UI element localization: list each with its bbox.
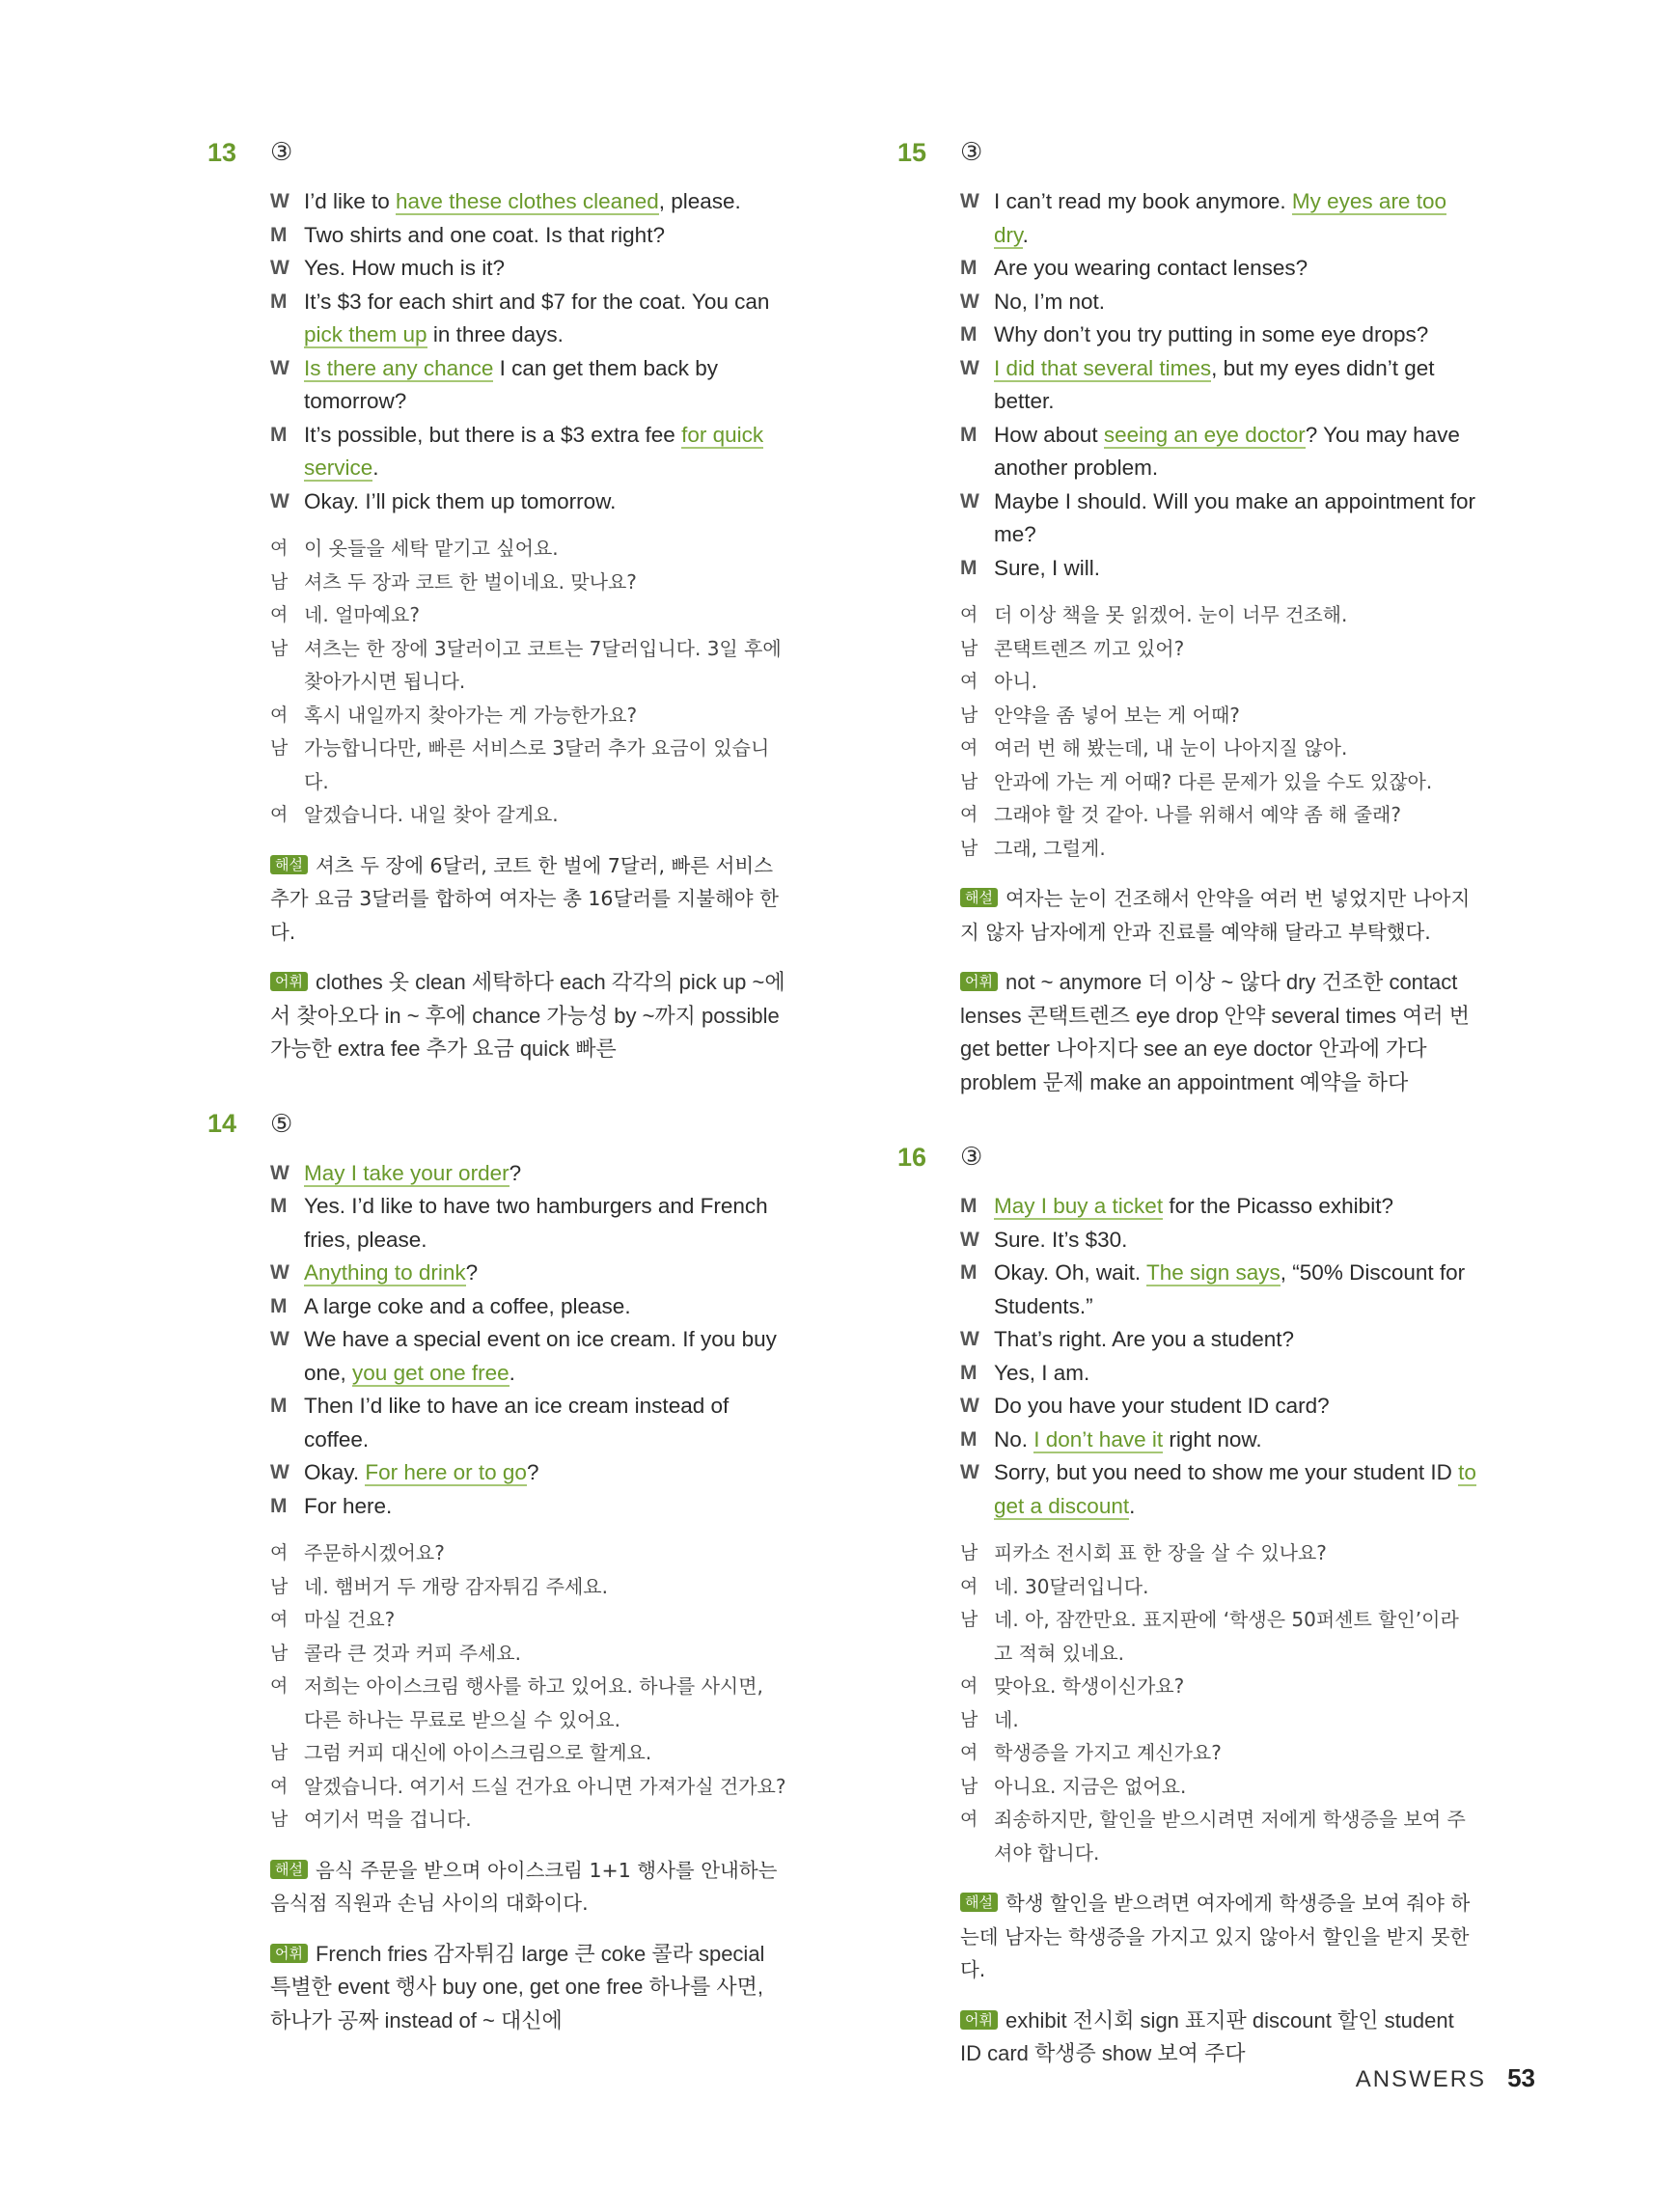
explanation-tag: 해설: [960, 1893, 998, 1912]
text-segment: Two shirts and one coat. Is that right?: [304, 222, 665, 247]
highlighted-phrase: pick them up: [304, 322, 427, 346]
dialogue-text: [994, 318, 1476, 352]
dialogue-text: [304, 1456, 786, 1490]
dialogue-text: [994, 552, 1476, 586]
speaker-label: 여: [960, 1809, 978, 1830]
dialogue-text: [304, 1323, 786, 1390]
answer-choice: ③: [960, 138, 983, 167]
page-footer: [1356, 2063, 1535, 2093]
text-segment: I’d like to: [304, 189, 397, 213]
dialogue-line: [960, 1357, 1476, 1391]
highlighted-phrase: Is there any chance: [304, 355, 494, 380]
speaker-label: M: [960, 1361, 978, 1384]
highlighted-phrase: My eyes are too dry: [994, 189, 1446, 247]
dialogue-text: [304, 352, 786, 419]
question-number: 14: [207, 1109, 237, 1138]
translation-line: [960, 798, 1476, 832]
speaker-label: 여: [960, 671, 978, 692]
dialogue-line: [960, 1424, 1476, 1457]
page-number: 53: [1507, 2063, 1535, 2092]
translation-line: [270, 1603, 786, 1637]
left-column: [207, 133, 786, 2037]
speaker-label: 남: [270, 570, 289, 593]
highlighted-phrase: have these clothes cleaned: [396, 189, 659, 213]
text-segment: right now.: [1163, 1426, 1262, 1452]
vocabulary: [960, 2005, 1476, 2071]
korean-translation: [960, 1536, 1476, 1869]
question-header: [207, 133, 786, 172]
text-segment: Are you wearing contact lenses?: [994, 256, 1308, 280]
highlighted-phrase: Anything to drink: [304, 1260, 466, 1285]
explanation: [960, 882, 1476, 949]
dialogue-text: [994, 1424, 1476, 1457]
speaker-label: M: [960, 1261, 978, 1284]
translation-text: 이 옷들을 세탁 맡기고 싶어요.: [304, 537, 559, 560]
speaker-label: M: [270, 1395, 288, 1417]
translation-text: 안과에 가는 게 어때? 다른 문제가 있을 수도 있잖아.: [994, 769, 1433, 793]
text-segment: I can get them back by tomorrow?: [304, 355, 718, 413]
text-segment: for the Picasso exhibit?: [1163, 1194, 1393, 1218]
highlighted-phrase: seeing an eye doctor: [1103, 422, 1306, 447]
question-number: 16: [897, 1142, 927, 1172]
text-segment: Yes, I am.: [994, 1360, 1090, 1385]
translation-line: [960, 1770, 1476, 1804]
question-13: [207, 133, 786, 1066]
translation-text: 콘택트렌즈 끼고 있어?: [994, 636, 1185, 660]
dialogue-text: [304, 1257, 786, 1290]
text-segment: .: [509, 1360, 515, 1385]
speaker-label: 남: [960, 704, 978, 726]
text-segment: It’s possible, but there is a $3 extra fee: [304, 422, 682, 447]
text-segment: Why don’t you try putting in some eye drops?: [994, 322, 1429, 346]
translation-line: [270, 1670, 786, 1736]
answer-choice: ③: [270, 138, 293, 167]
text-segment: That’s right. Are you a student?: [994, 1327, 1295, 1351]
vocabulary-text: clothes 옷 clean 세탁하다 each 각각의 pick up ~에서 찾아오다 in ~ 후에 chance 가능성 by ~까지 possible 가능한 extra fee 추가 요금 quick 빠른: [270, 970, 785, 1061]
speaker-label: 여: [960, 1742, 978, 1763]
text-segment: A large coke and a coffee, please.: [304, 1293, 631, 1318]
dialogue-text: [994, 1323, 1476, 1357]
text-segment: Maybe I should. Will you make an appointment for me?: [994, 488, 1475, 546]
speaker-label: 여: [270, 538, 289, 559]
text-segment: .: [1022, 222, 1029, 247]
translation-line: [270, 566, 786, 599]
translation-line: [960, 1603, 1476, 1670]
text-segment: Yes. I’d like to have two hamburgers and French fries, please.: [304, 1194, 768, 1252]
dialogue-line: [270, 485, 786, 519]
text-segment: Sure, I will.: [994, 555, 1101, 580]
translation-text: 그럼 커피 대신에 아이스크림으로 할게요.: [304, 1741, 652, 1764]
dialogue-line: [960, 1323, 1476, 1357]
question-16: [897, 1138, 1476, 2071]
dialogue-line: [270, 252, 786, 286]
text-segment: We have a special event on ice cream. If you buy one,: [304, 1327, 777, 1385]
dialogue-line: [960, 318, 1476, 352]
dialogue-text: [304, 1490, 786, 1524]
translation-line: [960, 699, 1476, 733]
speaker-label: M: [270, 1494, 288, 1517]
dialogue-text: [994, 286, 1476, 319]
speaker-label: 여: [270, 604, 289, 625]
translation-text: 마실 건요?: [304, 1608, 396, 1631]
translation-line: [960, 732, 1476, 765]
speaker-label: M: [960, 556, 978, 579]
highlighted-phrase: you get one free: [352, 1360, 510, 1385]
speaker-label: M: [960, 257, 978, 279]
vocabulary: [960, 966, 1476, 1099]
dialogue-line: [960, 1257, 1476, 1323]
translation-line: [270, 532, 786, 566]
text-segment: Then I’d like to have an ice cream instead of coffee.: [304, 1394, 730, 1452]
vocabulary: [270, 1938, 786, 2038]
vocabulary-tag: 어휘: [270, 972, 308, 991]
speaker-label: M: [270, 223, 288, 246]
translation-line: [960, 1736, 1476, 1770]
translation-text: 그래야 할 것 같아. 나를 위해서 예약 좀 해 줄래?: [994, 803, 1401, 826]
translation-text: 네.: [994, 1707, 1019, 1731]
translation-text: 네. 30달러입니다.: [994, 1574, 1149, 1598]
translation-line: [960, 632, 1476, 666]
footer-label: ANSWERS: [1355, 2066, 1487, 2092]
speaker-label: 남: [270, 637, 289, 659]
highlighted-phrase: I did that several times: [994, 355, 1212, 380]
english-dialogue: [270, 185, 786, 518]
dialogue-text: [994, 185, 1476, 252]
text-segment: ?: [526, 1460, 539, 1484]
dialogue-line: [960, 419, 1476, 485]
korean-translation: [270, 532, 786, 832]
highlighted-phrase: The sign says: [1145, 1260, 1281, 1285]
highlighted-phrase: May I buy a ticket: [994, 1194, 1164, 1218]
speaker-label: W: [960, 1328, 979, 1350]
translation-line: [270, 1570, 786, 1604]
explanation-tag: 해설: [270, 1860, 308, 1879]
translation-line: [270, 1803, 786, 1837]
dialogue-text: [304, 485, 786, 519]
translation-text: 가능합니다만, 빠른 서비스로 3달러 추가 요금이 있습니다.: [304, 736, 770, 793]
dialogue-text: [304, 219, 786, 253]
translation-line: [960, 1803, 1476, 1869]
speaker-label: W: [960, 290, 979, 313]
speaker-label: W: [960, 1461, 979, 1483]
translation-line: [960, 665, 1476, 699]
speaker-label: 남: [960, 837, 978, 859]
dialogue-line: [270, 419, 786, 485]
speaker-label: W: [270, 257, 289, 279]
speaker-label: M: [270, 1294, 288, 1317]
translation-line: [960, 1703, 1476, 1737]
translation-line: [270, 1637, 786, 1671]
text-segment: ? You may have another problem.: [994, 422, 1460, 480]
dialogue-text: [994, 1456, 1476, 1523]
translation-text: 죄송하지만, 할인을 받으시려면 저에게 학생증을 보여 주셔야 합니다.: [994, 1808, 1466, 1865]
speaker-label: M: [960, 323, 978, 346]
text-segment: Sure. It’s $30.: [994, 1227, 1128, 1252]
translation-line: [960, 1570, 1476, 1604]
translation-text: 네. 햄버거 두 개랑 감자튀김 주세요.: [304, 1574, 608, 1598]
dialogue-line: [960, 1456, 1476, 1523]
speaker-label: 여: [270, 1609, 289, 1630]
speaker-label: 여: [960, 804, 978, 825]
dialogue-line: [960, 485, 1476, 552]
dialogue-text: [994, 1190, 1476, 1224]
speaker-label: 여: [270, 1775, 289, 1797]
text-segment: ?: [465, 1260, 479, 1285]
english-dialogue: [270, 1157, 786, 1524]
speaker-label: W: [270, 489, 289, 512]
speaker-label: W: [270, 356, 289, 379]
dialogue-text: [994, 352, 1476, 419]
translation-text: 네. 아, 잠깐만요. 표지판에 ‘학생은 50퍼센트 할인’이라고 적혀 있네요.: [994, 1608, 1459, 1665]
speaker-label: 남: [960, 1609, 978, 1630]
speaker-label: W: [270, 190, 289, 212]
dialogue-text: [304, 286, 786, 352]
dialogue-line: [270, 185, 786, 219]
translation-text: 맞아요. 학생이신가요?: [994, 1674, 1185, 1698]
translation-line: [960, 598, 1476, 632]
explanation-text: 음식 주문을 받으며 아이스크림 1+1 행사를 안내하는 음식점 직원과 손님 사이의 대화이다.: [270, 1858, 778, 1915]
translation-text: 네. 얼마예요?: [304, 603, 420, 626]
text-segment: ?: [509, 1160, 522, 1185]
speaker-label: W: [960, 356, 979, 379]
dialogue-line: [960, 1224, 1476, 1258]
dialogue-text: [994, 1357, 1476, 1391]
translation-line: [270, 632, 786, 699]
speaker-label: 여: [960, 737, 978, 759]
highlighted-phrase: for quick service: [304, 422, 764, 480]
speaker-label: W: [960, 1228, 979, 1251]
answer-choice: ⑤: [270, 1109, 293, 1139]
translation-line: [960, 832, 1476, 866]
speaker-label: 남: [960, 770, 978, 792]
text-segment: .: [372, 456, 379, 480]
translation-line: [270, 732, 786, 798]
korean-translation: [270, 1536, 786, 1837]
translation-text: 주문하시겠어요?: [304, 1541, 445, 1564]
vocabulary-tag: 어휘: [270, 1944, 308, 1963]
dialogue-text: [304, 1390, 786, 1456]
translation-line: [270, 1770, 786, 1804]
dialogue-text: [304, 1290, 786, 1324]
dialogue-line: [270, 1390, 786, 1456]
dialogue-line: [960, 352, 1476, 419]
translation-line: [270, 598, 786, 632]
speaker-label: 남: [270, 1742, 289, 1763]
text-segment: Yes. How much is it?: [304, 256, 506, 280]
speaker-label: M: [960, 1195, 978, 1217]
dialogue-line: [270, 1257, 786, 1290]
question-header: [897, 1138, 1476, 1176]
speaker-label: W: [270, 1161, 289, 1184]
dialogue-line: [960, 552, 1476, 586]
dialogue-text: [994, 1257, 1476, 1323]
translation-text: 여러 번 해 봤는데, 내 눈이 나아지질 않아.: [994, 736, 1348, 760]
dialogue-line: [960, 286, 1476, 319]
speaker-label: 여: [270, 804, 289, 825]
dialogue-text: [304, 1157, 786, 1191]
dialogue-line: [270, 286, 786, 352]
text-segment: For here.: [304, 1493, 393, 1518]
explanation: [270, 1854, 786, 1921]
speaker-label: 여: [960, 1675, 978, 1697]
explanation-tag: 해설: [960, 888, 998, 907]
dialogue-text: [304, 1190, 786, 1257]
translation-text: 셔츠는 한 장에 3달러이고 코트는 7달러입니다. 3일 후에 찾아가시면 됩니다.: [304, 636, 782, 693]
translation-line: [270, 798, 786, 832]
text-segment: I can’t read my book anymore.: [994, 189, 1292, 213]
text-segment: .: [1129, 1493, 1136, 1518]
right-column: [897, 133, 1476, 2071]
speaker-label: 남: [270, 1575, 289, 1597]
speaker-label: M: [270, 1195, 288, 1217]
dialogue-line: [270, 219, 786, 253]
explanation-text: 학생 할인을 받으려면 여자에게 학생증을 보여 줘야 하는데 남자는 학생증을 가지고 있지 않아서 할인을 받지 못한다.: [960, 1892, 1471, 1981]
speaker-label: M: [270, 423, 288, 446]
vocabulary: [270, 966, 786, 1066]
dialogue-line: [270, 1456, 786, 1490]
translation-line: [960, 1536, 1476, 1570]
translation-text: 여기서 먹을 겁니다.: [304, 1808, 472, 1831]
dialogue-text: [304, 252, 786, 286]
translation-line: [270, 699, 786, 733]
translation-text: 알겠습니다. 여기서 드실 건가요 아니면 가져가실 건가요?: [304, 1774, 786, 1798]
speaker-label: M: [270, 290, 288, 313]
dialogue-line: [270, 1157, 786, 1191]
translation-text: 저희는 아이스크림 행사를 하고 있어요. 하나를 사시면, 다른 하나는 무료로 받으실 수 있어요.: [304, 1674, 763, 1731]
question-header: [207, 1105, 786, 1144]
text-segment: Okay. I’ll pick them up tomorrow.: [304, 488, 617, 513]
speaker-label: 여: [960, 604, 978, 625]
text-segment: Okay. Oh, wait.: [994, 1260, 1146, 1285]
text-segment: , please.: [658, 189, 741, 213]
text-segment: Sorry, but you need to show me your student ID: [994, 1460, 1459, 1484]
explanation: [270, 849, 786, 950]
speaker-label: 남: [960, 637, 978, 659]
speaker-label: W: [270, 1461, 289, 1483]
vocabulary-text: not ~ anymore 더 이상 ~ 않다 dry 건조한 contact lenses 콘택트렌즈 eye drop 안약 several times 여러 번 get better 나아지다 see an eye doctor 안과에 가다 problem 문제 make an appointment 예약을 하다: [960, 970, 1470, 1094]
dialogue-line: [270, 1190, 786, 1257]
dialogue-text: [994, 1390, 1476, 1424]
english-dialogue: [960, 185, 1476, 585]
translation-text: 아니.: [994, 670, 1037, 693]
dialogue-line: [960, 1190, 1476, 1224]
translation-text: 알겠습니다. 내일 찾아 갈게요.: [304, 803, 559, 826]
translation-line: [270, 1736, 786, 1770]
speaker-label: 남: [270, 1642, 289, 1664]
translation-text: 그래, 그럴게.: [994, 836, 1106, 860]
question-number: 15: [897, 137, 927, 167]
speaker-label: 여: [960, 1575, 978, 1597]
dialogue-text: [994, 1224, 1476, 1258]
question-header: [897, 133, 1476, 172]
speaker-label: M: [960, 1427, 978, 1451]
dialogue-text: [994, 419, 1476, 485]
vocabulary-text: exhibit 전시회 sign 표지판 discount 할인 student ID card 학생증 show 보여 주다: [960, 2007, 1454, 2065]
highlighted-phrase: to get a discount: [994, 1460, 1476, 1518]
dialogue-line: [960, 252, 1476, 286]
speaker-label: 남: [960, 1542, 978, 1563]
translation-text: 콜라 큰 것과 커피 주세요.: [304, 1641, 521, 1665]
translation-line: [960, 765, 1476, 799]
dialogue-text: [304, 419, 786, 485]
speaker-label: 남: [960, 1775, 978, 1797]
dialogue-line: [270, 352, 786, 419]
dialogue-line: [960, 1390, 1476, 1424]
translation-text: 아니요. 지금은 없어요.: [994, 1774, 1187, 1798]
dialogue-line: [960, 185, 1476, 252]
dialogue-text: [994, 252, 1476, 286]
highlighted-phrase: For here or to go: [365, 1460, 527, 1484]
translation-text: 셔츠 두 장과 코트 한 벌이네요. 맞나요?: [304, 569, 637, 594]
translation-text: 혹시 내일까지 찾아가는 게 가능한가요?: [304, 703, 638, 727]
text-segment: No.: [994, 1426, 1034, 1452]
vocabulary-tag: 어휘: [960, 2010, 998, 2030]
translation-text: 더 이상 책을 못 읽겠어. 눈이 너무 건조해.: [994, 603, 1348, 626]
explanation: [960, 1887, 1476, 1987]
question-number: 13: [207, 137, 237, 167]
speaker-label: W: [960, 1395, 979, 1417]
text-segment: How about: [994, 422, 1104, 447]
dialogue-text: [304, 185, 786, 219]
highlighted-phrase: May I take your order: [304, 1160, 510, 1185]
text-segment: Do you have your student ID card?: [994, 1394, 1330, 1418]
dialogue-line: [270, 1290, 786, 1324]
speaker-label: 남: [960, 1708, 978, 1730]
speaker-label: W: [960, 489, 979, 512]
question-15: [897, 133, 1476, 1099]
speaker-label: 남: [270, 1809, 289, 1830]
dialogue-line: [270, 1490, 786, 1524]
answer-choice: ③: [960, 1143, 983, 1172]
dialogue-text: [994, 485, 1476, 552]
korean-translation: [960, 598, 1476, 865]
vocabulary-tag: 어휘: [960, 972, 998, 991]
dialogue-line: [270, 1323, 786, 1390]
english-dialogue: [960, 1190, 1476, 1523]
speaker-label: 여: [270, 1675, 289, 1697]
text-segment: Okay.: [304, 1460, 366, 1484]
text-segment: , “50% Discount for Students.”: [994, 1260, 1466, 1318]
translation-line: [270, 1536, 786, 1570]
translation-text: 피카소 전시회 표 한 장을 살 수 있나요?: [994, 1541, 1327, 1564]
speaker-label: 여: [270, 1542, 289, 1563]
translation-line: [960, 1670, 1476, 1703]
text-segment: , but my eyes didn’t get better.: [994, 355, 1435, 413]
text-segment: It’s $3 for each shirt and $7 for the coat. You can: [304, 289, 770, 314]
speaker-label: W: [270, 1328, 289, 1350]
text-segment: No, I’m not.: [994, 289, 1106, 314]
question-14: [207, 1105, 786, 2038]
highlighted-phrase: I don’t have it: [1033, 1426, 1164, 1452]
translation-text: 학생증을 가지고 계신가요?: [994, 1741, 1222, 1764]
speaker-label: M: [960, 423, 978, 446]
speaker-label: W: [960, 190, 979, 212]
explanation-text: 여자는 눈이 건조해서 안약을 여러 번 넣었지만 나아지지 않자 남자에게 안과 진료를 예약해 달라고 부탁했다.: [960, 887, 1471, 944]
explanation-text: 셔츠 두 장에 6달러, 코트 한 벌에 7달러, 빠른 서비스 추가 요금 3달러를 합하여 여자는 총 16달러를 지불해야 한다.: [270, 853, 779, 944]
speaker-label: 남: [270, 737, 289, 759]
translation-text: 안약을 좀 넣어 보는 게 어때?: [994, 703, 1240, 727]
speaker-label: 여: [270, 704, 289, 726]
vocabulary-text: French fries 감자튀김 large 큰 coke 콜라 special 특별한 event 행사 buy one, get one free 하나를 사면, 하나가 공짜 instead of ~ 대신에: [270, 1941, 765, 2032]
explanation-tag: 해설: [270, 855, 308, 874]
speaker-label: W: [270, 1261, 289, 1284]
text-segment: in three days.: [427, 322, 564, 346]
